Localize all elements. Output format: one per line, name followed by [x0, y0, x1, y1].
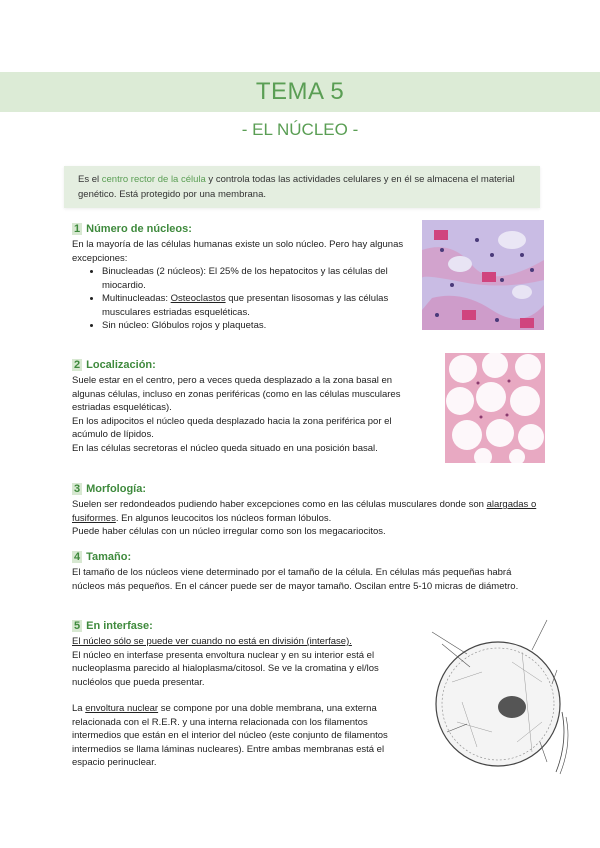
section-2-body: Suele estar en el centro, pero a veces queda desplazado a la zona basal en algunas células, incluso en zonas periféricas (como en las células musculares estriadas esqueléticas). En los adipocitos el núcleo queda desplazado hacia la zona periférica por el acúmulo de lípidos. En las células secretoras el núcleo queda situado en una posición basal. — [72, 375, 401, 454]
section-4-body: El tamaño de los núcleos viene determinado por el tamaño de la célula. En células más pequeñas habrá núcleos más pequeños. En el cáncer puede ser de mayor tamaño. Oscilan entre 5-10 micras de diámetro. — [72, 567, 519, 592]
section-3-body: Suelen ser redondeados pudiendo haber excepciones como en las células musculares donde son alargadas o fusiformes. En algunos leucocitos los núcleos forman lóbulos. Puede haber células con un núcleo irregular como son los megacariocitos. — [72, 499, 537, 537]
list-item: • Sin núcleo: Glóbulos rojos y plaquetas. — [102, 319, 412, 333]
diagram-nucleus-ultrastructure — [422, 612, 572, 780]
section-heading-location: 2 Localización: — [74, 359, 156, 371]
intro-highlight: centro rector de la célula — [101, 174, 206, 185]
section-heading-morphology: 3 Morfología: — [74, 483, 147, 495]
section-5-body: El núcleo sólo se puede ver cuando no está en división (interfase). El núcleo en interfase presenta envoltura nuclear y en su interior está el nucleoplasma parecido al hialoplasma/citosol. Se ve la cromatina y el/los nucléolos que pueda presentar. La envoltura nuclear se compone por una doble membrana, una externa relacionada con el R.E.R. y una interna relacionada con los filamentos intermedios que están en el interior del núcleo (este conjunto de filamentos intermedios se llama láminas nucleares). Entre ambas membranas está el espacio perinuclear. — [72, 636, 388, 768]
section-heading-size: 4 Tamaño: — [74, 551, 132, 563]
section-1-body: En la mayoría de las células humanas existe un solo núcleo. Pero hay algunas excepciones: • Binucleadas (2 núcleos): El 25% de los hepatocitos y las células del miocardio. • Multinucleadas: Osteoclastos que presentan lisosomas y las células musculares estriadas esqueléticas. • Sin núcleo: Glóbulos rojos y plaquetas. — [72, 238, 412, 333]
list-item: • Multinucleadas: Osteoclastos que presentan lisosomas y las células musculares estriadas esqueléticas. — [102, 292, 412, 319]
list-item: • Binucleadas (2 núcleos): El 25% de los hepatocitos y las células del miocardio. — [102, 265, 412, 292]
intro-text: Es el centro rector de la célula y controla todas las actividades celulares y en él se almacena el material genético. Está protegido por una membrana. — [78, 174, 515, 200]
section-heading-number-of-nuclei: 1 Número de núcleos: — [74, 223, 192, 235]
micrograph-binucleated-cells — [422, 220, 544, 330]
page-subtitle: - EL NÚCLEO - — [241, 120, 359, 139]
micrograph-adipocytes — [445, 353, 545, 463]
section-heading-interphase: 5 En interfase: — [74, 620, 153, 632]
page-title: TEMA 5 — [255, 78, 345, 105]
